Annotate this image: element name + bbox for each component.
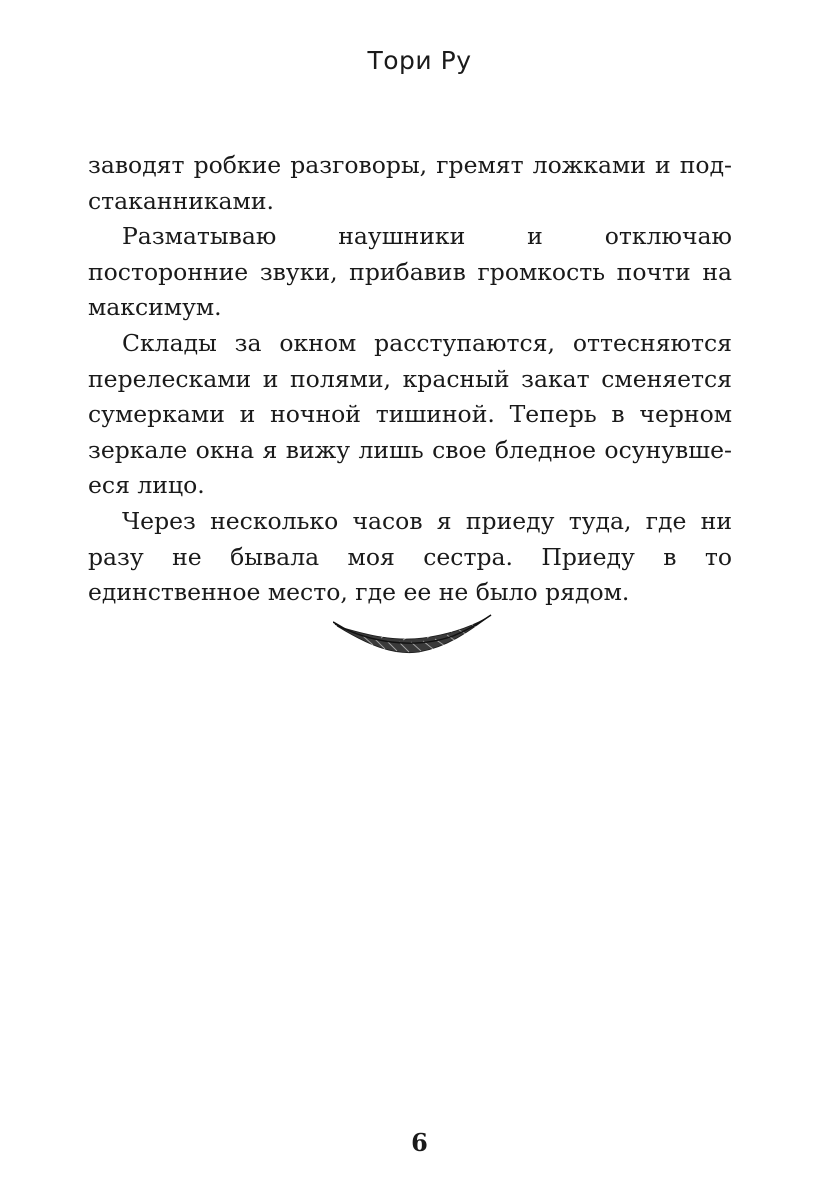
paragraph-4: Через несколько часов я приеду туда, где ни разу не бывала моя сестра. Приеду в то единственное место, где ее не было рядом.	[88, 506, 732, 607]
paragraph-2: Разматываю наушники и отключаю посторонние звуки, прибавив громкость почти на максимум.	[88, 222, 732, 322]
page-number: 6	[411, 1128, 428, 1157]
body-text	[88, 148, 732, 611]
paragraph-3: Склады за окном расступаются, оттесняются перелесками и полями, красный закат сменяется сумерками и ночной тишиной. Теперь в черном зеркале окна я вижу лишь свое бледное осунувшееся лицо.	[88, 328, 732, 500]
paragraph-1: заводят робкие разговоры, гремят ложками и подстаканниками.	[88, 151, 732, 215]
feather-icon	[333, 612, 495, 662]
running-head-author: Тори Ру	[367, 46, 472, 75]
